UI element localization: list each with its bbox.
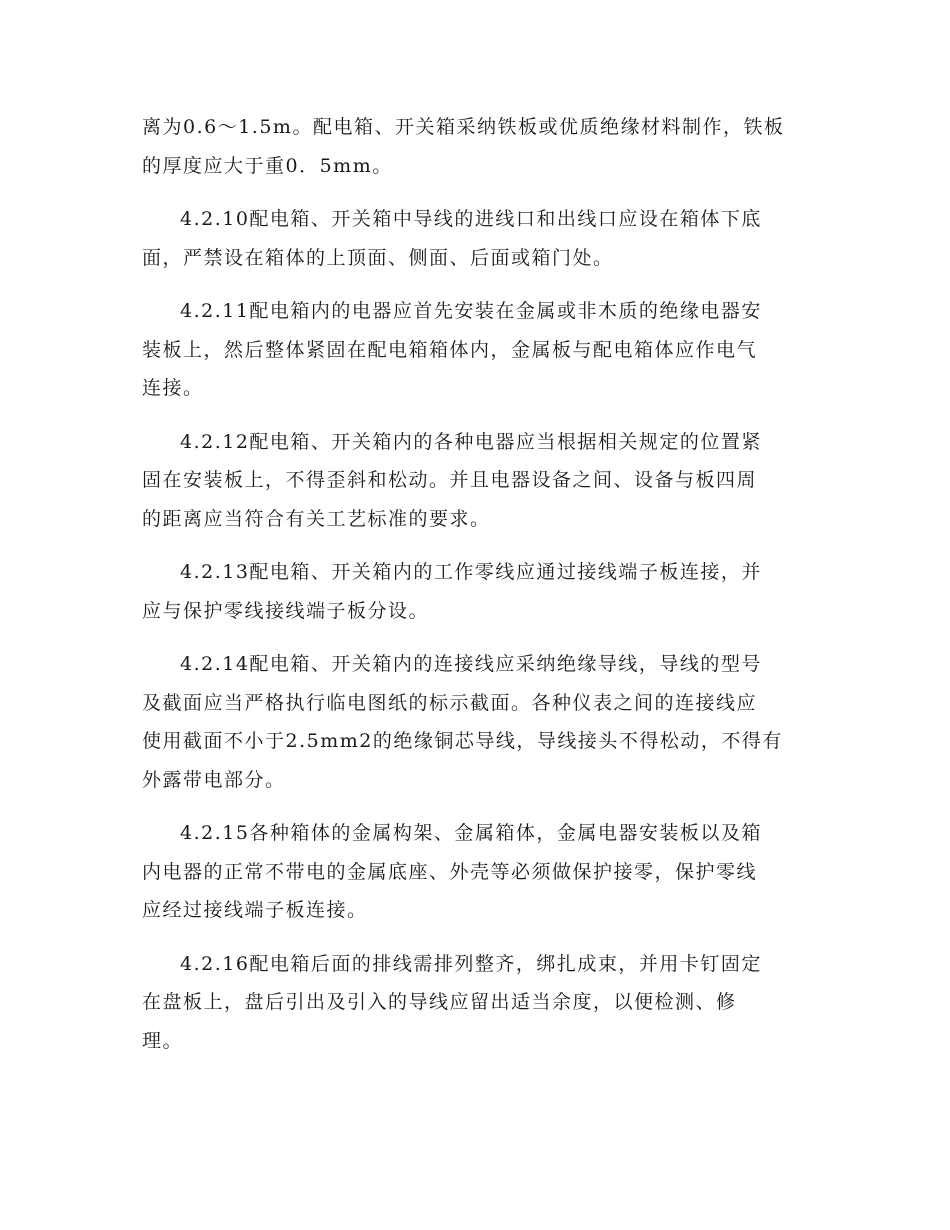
- paragraph-line: 的厚度应大于重0．5mm。: [142, 154, 393, 177]
- paragraph-4-2-10: [142, 200, 812, 277]
- paragraph-4-2-12: [142, 423, 812, 539]
- paragraph-4-2-16: [142, 945, 812, 1061]
- paragraph-line: 的距离应当符合有关工艺标准的要求。: [142, 507, 491, 530]
- paragraph-line: 离为0.6～1.5m。配电箱、开关箱采纳铁板或优质绝缘材料制作，铁板: [142, 116, 785, 138]
- paragraph-line: 及截面应当严格执行临电图纸的标示截面。各种仪表之间的连接线应: [142, 691, 758, 714]
- paragraph-line: 4.2.14配电箱、开关箱内的连接线应采纳绝缘导线，导线的型号: [180, 653, 762, 675]
- paragraph-line: 应经过接线端子板连接。: [142, 899, 368, 921]
- paragraph-4-2-14: [142, 645, 812, 799]
- paragraph-line: 4.2.12配电箱、开关箱内的各种电器应当根据相关规定的位置紧: [180, 430, 762, 453]
- paragraph-line: 4.2.13配电箱、开关箱内的工作零线应通过接线端子板连接，并: [180, 561, 762, 583]
- paragraph-4-2-15: [142, 814, 812, 930]
- paragraph-line: 应与保护零线接线端子板分设。: [142, 599, 430, 622]
- paragraph-line: 4.2.16配电箱后面的排线需排列整齐，绑扎成束，并用卡钉固定: [180, 952, 762, 975]
- paragraph-4-2-13: [142, 553, 812, 630]
- paragraph-line: 在盘板上，盘后引出及引入的导线应留出适当余度，以便检测、修: [142, 991, 737, 1013]
- paragraph-line: 4.2.11配电箱内的电器应首先安装在金属或非木质的绝缘电器安: [180, 300, 762, 322]
- paragraph-line: 面，严禁设在箱体的上顶面、侧面、后面或箱门处。: [142, 246, 614, 269]
- paragraph-line: 4.2.15各种箱体的金属构架、金属箱体，金属电器安装板以及箱: [180, 822, 762, 844]
- paragraph-line: 固在安装板上，不得歪斜和松动。并且电器设备之间、设备与板四周: [142, 469, 758, 491]
- paragraph-line: 装板上，然后整体紧固在配电箱箱体内，金属板与配电箱体应作电气: [142, 338, 758, 361]
- paragraph-continuation: [142, 108, 812, 185]
- paragraph-line: 使用截面不小于2.5mm2的绝缘铜芯导线，导线接头不得松动，不得有: [142, 730, 783, 752]
- paragraph-line: 连接。: [142, 377, 204, 399]
- paragraph-line: 外露带电部分。: [142, 768, 286, 791]
- paragraph-line: 内电器的正常不带电的金属底座、外壳等必须做保护接零，保护零线: [142, 860, 758, 883]
- paragraph-line: 理。: [142, 1029, 184, 1052]
- document-body: [142, 108, 812, 1075]
- paragraph-line: 4.2.10配电箱、开关箱中导线的进线口和出线口应设在箱体下底: [180, 208, 762, 230]
- paragraph-4-2-11: [142, 292, 812, 408]
